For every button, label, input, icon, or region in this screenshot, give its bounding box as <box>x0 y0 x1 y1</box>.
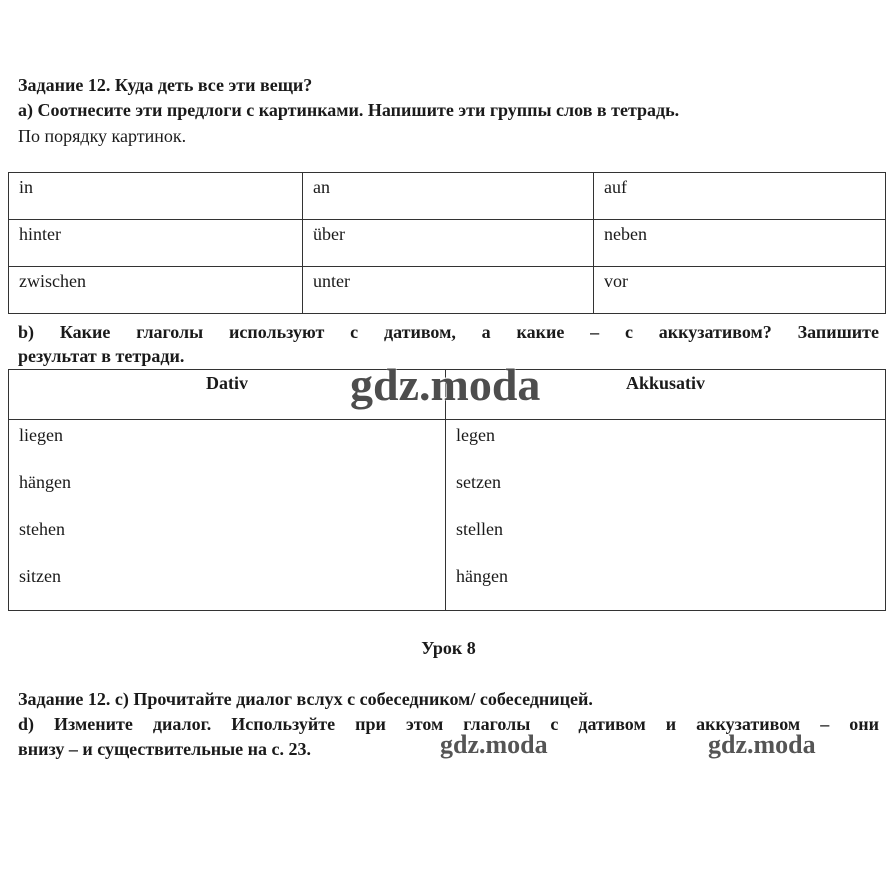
task-b-line-2: результат в тетради. <box>18 346 185 366</box>
task-d-line-2: внизу – и существительные на с. 23. <box>18 739 311 759</box>
list-item: legen <box>456 425 495 445</box>
prepositions-table <box>8 172 886 314</box>
task-a-title: Задание 12. Куда деть все эти вещи? <box>18 75 313 95</box>
task-d-line-1: d) Измените диалог. Используйте при этом глаголы с дативом и аккузативом – они <box>18 714 879 734</box>
table-cell: über <box>303 220 594 267</box>
task-c: Задание 12. с) Прочитайте диалог вслух с собеседником/ собеседницей. <box>18 689 593 709</box>
akkusativ-column <box>446 420 886 611</box>
table-cell: auf <box>594 173 886 220</box>
table-row <box>9 173 886 220</box>
table-cell: unter <box>303 267 594 314</box>
dativ-column <box>9 420 446 611</box>
table-cell: vor <box>594 267 886 314</box>
table-cell: neben <box>594 220 886 267</box>
table-cell: hinter <box>9 220 303 267</box>
list-item: sitzen <box>19 566 61 586</box>
task-a-note: По порядку картинок. <box>18 126 187 146</box>
table-row <box>9 420 886 611</box>
list-item: liegen <box>19 425 63 445</box>
table-row <box>9 220 886 267</box>
task-b-line-1: b) Какие глаголы используют с дативом, а какие – с аккузативом? Запишите <box>18 322 879 342</box>
watermark-logo: gdz.moda <box>440 730 548 759</box>
task-a-instruction: а) Соотнесите эти предлоги с картинками. Напишите эти группы слов в тетрадь. <box>18 100 680 120</box>
table-cell: zwischen <box>9 267 303 314</box>
watermark-logo: gdz.moda <box>708 730 816 759</box>
list-item: hängen <box>19 472 71 492</box>
table-cell: in <box>9 173 303 220</box>
table-row <box>9 267 886 314</box>
list-item: hängen <box>456 566 508 586</box>
lesson-title: Урок 8 <box>421 638 476 658</box>
header-akkusativ: Akkusativ <box>446 370 886 420</box>
watermark-logo: gdz.moda <box>350 359 541 410</box>
header-dativ: Dativ <box>9 370 446 420</box>
list-item: setzen <box>456 472 501 492</box>
list-item: stehen <box>19 519 65 539</box>
table-cell: an <box>303 173 594 220</box>
list-item: stellen <box>456 519 503 539</box>
